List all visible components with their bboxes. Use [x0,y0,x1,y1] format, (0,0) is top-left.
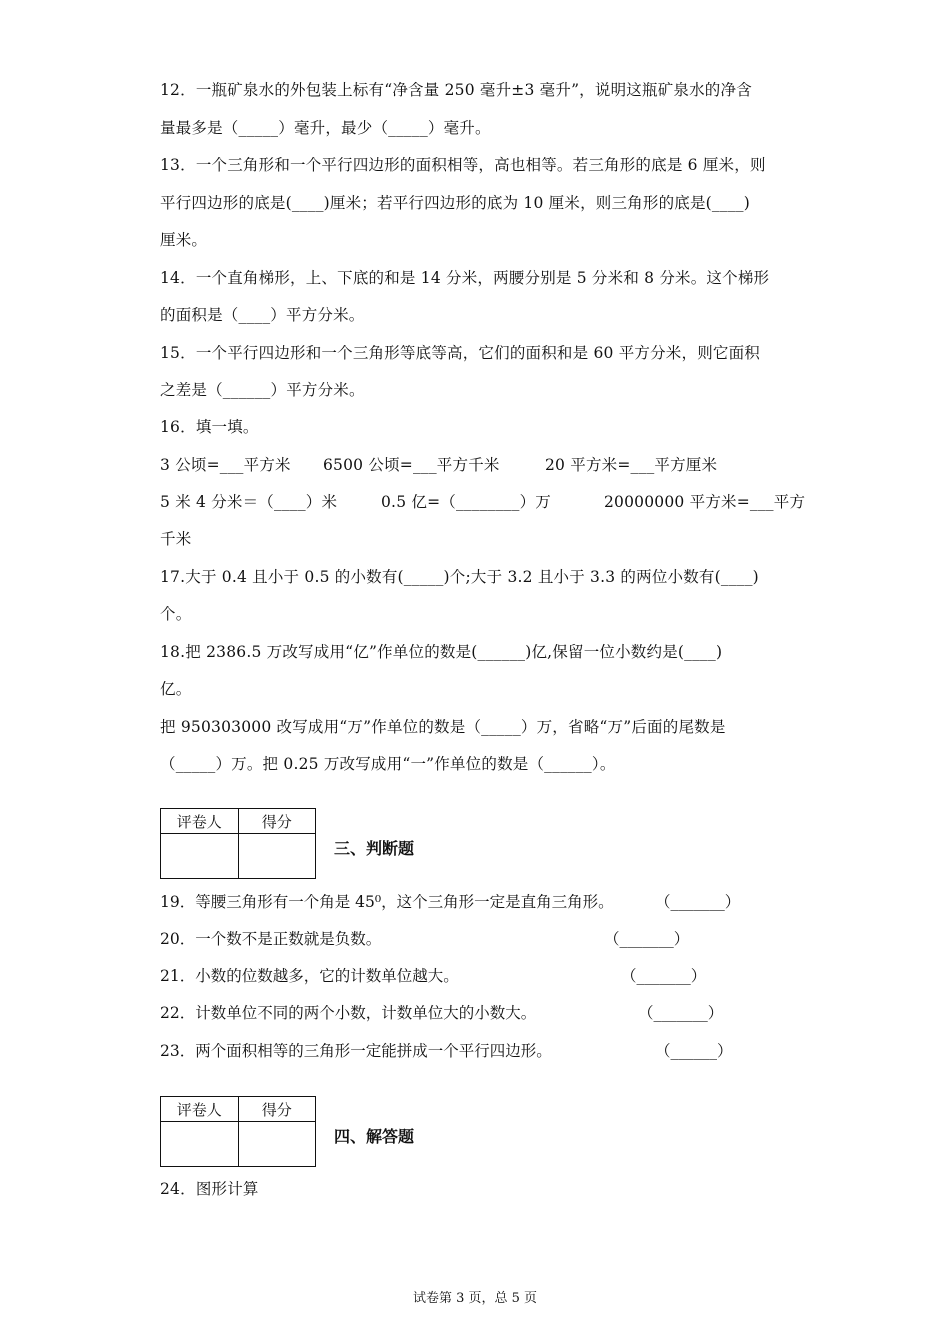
judge-question-21: 21．小数的位数越多，它的计数单位越大。 [160,967,459,985]
question-18-line-3: 把 950303000 改写成用“万”作单位的数是（_____）万，省略“万”后面的尾数是 [160,718,726,736]
score-table-score-header: 得分 [238,1097,316,1122]
question-12-line-2: 量最多是（_____）毫升，最少（_____）毫升。 [160,119,491,137]
question-16-item-f: 20000000 平方米=___平方 [604,493,806,511]
question-14-line-1: 14．一个直角梯形，上、下底的和是 14 分米，两腰分别是 5 分米和 8 分米。这个梯形 [160,269,770,287]
question-18-line-4: （_____）万。把 0.25 万改写成用“一”作单位的数是（______）。 [160,755,616,773]
question-18-line-1: 18.把 2386.5 万改写成用“亿”作单位的数是(______)亿,保留一位小数约是(____) [160,643,723,661]
question-16-item-d: 5 米 4 分米＝（____）米 [160,493,338,511]
question-14-line-2: 的面积是（____）平方分米。 [160,306,365,324]
score-table-score-header: 得分 [238,809,316,834]
question-16-item-a: 3 公顷=___平方米 [160,456,291,474]
section-4-title: 四、解答题 [334,1127,415,1146]
question-16-item-f-cont: 千米 [160,530,192,548]
judge-question-19: 19．等腰三角形有一个角是 45⁰，这个三角形一定是直角三角形。 [160,893,614,911]
score-table-score-cell [238,834,316,879]
score-table-score-cell [238,1122,316,1167]
question-17-line-2: 个。 [160,605,192,623]
question-16-item-e: 0.5 亿=（________）万 [381,493,551,511]
score-table-grader-header: 评卷人 [161,1097,239,1122]
question-15-line-2: 之差是（______）平方分米。 [160,381,365,399]
judge-answer-blank-19[interactable]: （_______） [655,893,741,911]
judge-question-23: 23．两个面积相等的三角形一定能拼成一个平行四边形。 [160,1042,552,1060]
question-13-line-3: 厘米。 [160,231,208,249]
question-12-line-1: 12．一瓶矿泉水的外包装上标有“净含量 250 毫升±3 毫升”，说明这瓶矿泉水的净含 [160,81,752,99]
judge-question-20: 20．一个数不是正数就是负数。 [160,930,382,948]
question-17-line-1: 17.大于 0.4 且小于 0.5 的小数有(_____)个;大于 3.2 且小于 3.3 的两位小数有(____) [160,568,759,586]
judge-answer-blank-21[interactable]: （_______） [621,967,707,985]
score-table-grader-cell [161,1122,239,1167]
question-13-line-2: 平行四边形的底是(____)厘米；若平行四边形的底为 10 厘米，则三角形的底是(____) [160,194,750,212]
judge-question-22: 22．计数单位不同的两个小数，计数单位大的小数大。 [160,1004,537,1022]
question-16-title: 16．填一填。 [160,418,259,436]
question-16-item-c: 20 平方米=___平方厘米 [545,456,718,474]
score-table-2 [160,1096,316,1167]
judge-answer-blank-22[interactable]: （_______） [638,1004,724,1022]
question-18-line-2: 亿。 [160,680,192,698]
judge-answer-blank-23[interactable]: （______） [655,1042,733,1060]
score-table-1 [160,808,316,879]
question-24: 24．图形计算 [160,1180,259,1198]
judge-answer-blank-20[interactable]: （_______） [604,930,690,948]
page-footer: 试卷第 3 页，总 5 页 [412,1291,538,1306]
score-table-grader-cell [161,834,239,879]
section-3-title: 三、判断题 [334,839,415,858]
question-16-item-b: 6500 公顷=___平方千米 [323,456,500,474]
question-13-line-1: 13．一个三角形和一个平行四边形的面积相等，高也相等。若三角形的底是 6 厘米，则 [160,156,766,174]
score-table-grader-header: 评卷人 [161,809,239,834]
question-15-line-1: 15．一个平行四边形和一个三角形等底等高，它们的面积和是 60 平方分米，则它面积 [160,344,761,362]
